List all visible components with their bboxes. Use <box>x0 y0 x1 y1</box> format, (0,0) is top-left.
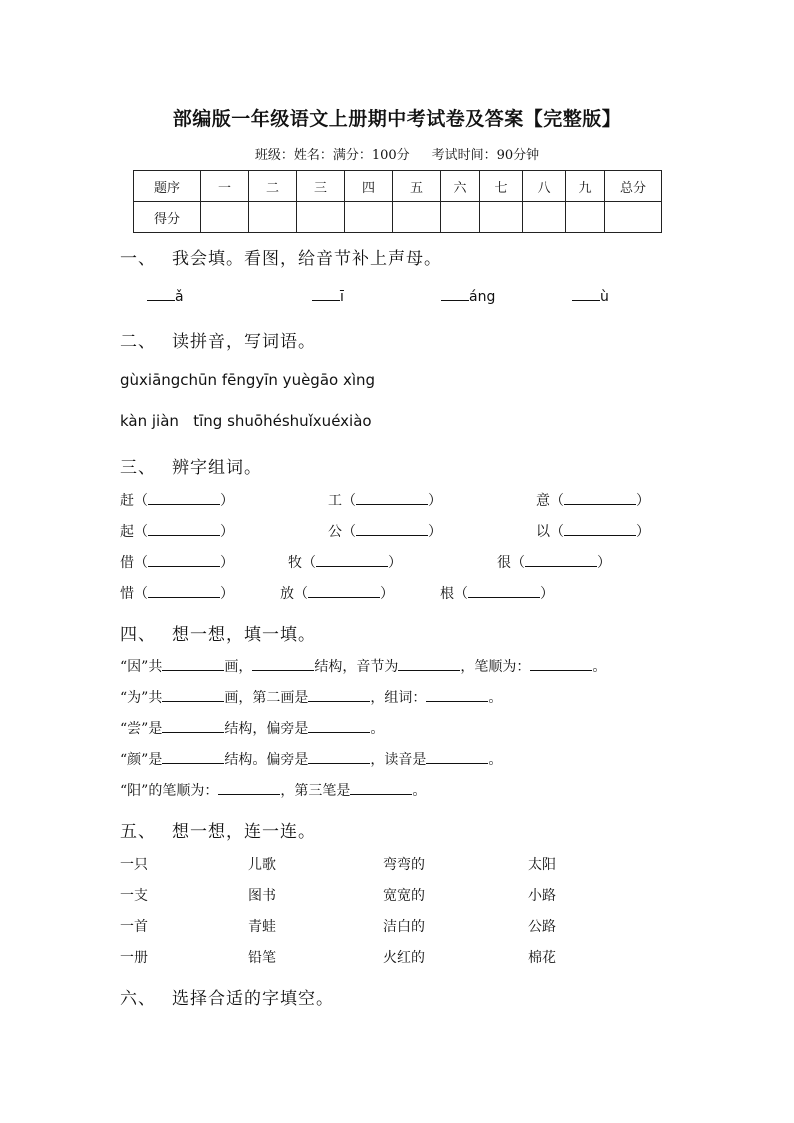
answer-blank[interactable] <box>525 554 597 567</box>
header-cell: 题序 <box>134 171 201 202</box>
score-cell[interactable] <box>523 202 566 233</box>
score-table-header-row <box>134 171 662 202</box>
match-item[interactable]: 弯弯的 <box>383 857 425 873</box>
header-cell: 总分 <box>605 171 662 202</box>
answer-blank[interactable] <box>252 658 314 671</box>
answer-blank[interactable] <box>572 288 600 301</box>
header-cell: 九 <box>566 171 605 202</box>
score-table <box>133 170 662 233</box>
fill-line-4: “颜”是 结构。偏旁是 ，读音是 。 <box>120 752 503 768</box>
answer-blank[interactable] <box>162 720 224 733</box>
s1-item: ī <box>312 288 344 305</box>
match-item[interactable]: 小路 <box>528 888 556 904</box>
answer-blank[interactable] <box>308 751 370 764</box>
section-1-heading: 一、 我会填。看图，给音节补上声母。 <box>120 249 442 269</box>
exam-info <box>0 144 794 163</box>
answer-blank[interactable] <box>148 554 220 567</box>
score-cell[interactable] <box>480 202 523 233</box>
section-5-heading: 五、 想一想，连一连。 <box>120 822 316 842</box>
score-cell[interactable] <box>345 202 393 233</box>
answer-blank[interactable] <box>308 689 370 702</box>
section-4-heading: 四、 想一想，填一填。 <box>120 625 316 645</box>
match-item[interactable]: 铅笔 <box>248 950 276 966</box>
match-item[interactable]: 一册 <box>120 950 148 966</box>
header-cell: 三 <box>297 171 345 202</box>
answer-blank[interactable] <box>441 288 469 301</box>
header-cell: 一 <box>201 171 249 202</box>
score-table-score-row <box>134 202 662 233</box>
answer-blank[interactable] <box>147 288 175 301</box>
answer-blank[interactable] <box>162 751 224 764</box>
section-3-heading: 三、 辨字组词。 <box>120 458 262 478</box>
char-item: 以（ ） <box>536 524 650 540</box>
score-cell[interactable] <box>249 202 297 233</box>
s1-item: áng <box>441 288 495 305</box>
match-item[interactable]: 一支 <box>120 888 148 904</box>
answer-blank[interactable] <box>356 523 428 536</box>
answer-blank[interactable] <box>350 782 412 795</box>
pinyin-line-1: gùxiāngchūn fēngyīn yuègāo xìng <box>120 371 376 389</box>
match-item[interactable]: 棉花 <box>528 950 556 966</box>
char-item: 很（ ） <box>497 555 611 571</box>
score-cell[interactable] <box>566 202 605 233</box>
answer-blank[interactable] <box>564 492 636 505</box>
s1-item: ǎ <box>147 288 184 305</box>
exam-time: 考试时间：90分钟 <box>431 148 540 163</box>
match-item[interactable]: 公路 <box>528 919 556 935</box>
match-item[interactable]: 青蛙 <box>248 919 276 935</box>
answer-blank[interactable] <box>148 523 220 536</box>
pinyin-line-2: kàn jiàn tīng shuōhéshuǐxuéxiào <box>120 412 372 430</box>
match-item[interactable]: 宽宽的 <box>383 888 425 904</box>
fill-line-1: “因”共 画， 结构，音节为 ，笔顺为： 。 <box>120 659 607 675</box>
match-item[interactable]: 一只 <box>120 857 148 873</box>
fill-line-3: “尝”是 结构，偏旁是 。 <box>120 721 385 737</box>
answer-blank[interactable] <box>148 492 220 505</box>
section-2-heading: 二、 读拼音，写词语。 <box>120 332 316 352</box>
answer-blank[interactable] <box>218 782 280 795</box>
char-item: 根（ ） <box>440 586 554 602</box>
header-cell: 五 <box>393 171 441 202</box>
answer-blank[interactable] <box>426 751 488 764</box>
char-item: 起（ ） <box>120 524 234 540</box>
score-cell[interactable] <box>201 202 249 233</box>
row-label: 得分 <box>134 202 201 233</box>
match-item[interactable]: 太阳 <box>528 857 556 873</box>
answer-blank[interactable] <box>426 689 488 702</box>
score-cell[interactable] <box>297 202 345 233</box>
match-item[interactable]: 一首 <box>120 919 148 935</box>
score-cell[interactable] <box>441 202 480 233</box>
header-cell: 六 <box>441 171 480 202</box>
header-cell: 四 <box>345 171 393 202</box>
char-item: 牧（ ） <box>288 555 402 571</box>
match-item[interactable]: 洁白的 <box>383 919 425 935</box>
match-item[interactable]: 图书 <box>248 888 276 904</box>
answer-blank[interactable] <box>356 492 428 505</box>
answer-blank[interactable] <box>468 585 540 598</box>
char-item: 意（ ） <box>536 493 650 509</box>
answer-blank[interactable] <box>398 658 460 671</box>
answer-blank[interactable] <box>148 585 220 598</box>
char-item: 工（ ） <box>328 493 442 509</box>
page-title: 部编版一年级语文上册期中考试卷及答案【完整版】 <box>172 108 622 130</box>
char-item: 放（ ） <box>280 586 394 602</box>
section-6-heading: 六、 选择合适的字填空。 <box>120 989 334 1009</box>
score-cell[interactable] <box>393 202 441 233</box>
answer-blank[interactable] <box>312 288 340 301</box>
char-item: 惜（ ） <box>120 586 234 602</box>
answer-blank[interactable] <box>564 523 636 536</box>
s1-item: ù <box>572 288 609 305</box>
header-cell: 二 <box>249 171 297 202</box>
char-item: 赶（ ） <box>120 493 234 509</box>
answer-blank[interactable] <box>308 720 370 733</box>
match-item[interactable]: 儿歌 <box>248 857 276 873</box>
answer-blank[interactable] <box>316 554 388 567</box>
fill-line-5: “阳”的笔顺为： ，第三笔是 。 <box>120 783 427 799</box>
class-name-score: 班级：姓名：满分：100分 <box>254 148 410 163</box>
fill-line-2: “为”共 画，第二画是 ，组词： 。 <box>120 690 503 706</box>
answer-blank[interactable] <box>162 658 224 671</box>
answer-blank[interactable] <box>162 689 224 702</box>
header-cell: 八 <box>523 171 566 202</box>
char-item: 借（ ） <box>120 555 234 571</box>
header-cell: 七 <box>480 171 523 202</box>
char-item: 公（ ） <box>328 524 442 540</box>
match-item[interactable]: 火红的 <box>383 950 425 966</box>
answer-blank[interactable] <box>308 585 380 598</box>
answer-blank[interactable] <box>530 658 592 671</box>
score-cell[interactable] <box>605 202 662 233</box>
